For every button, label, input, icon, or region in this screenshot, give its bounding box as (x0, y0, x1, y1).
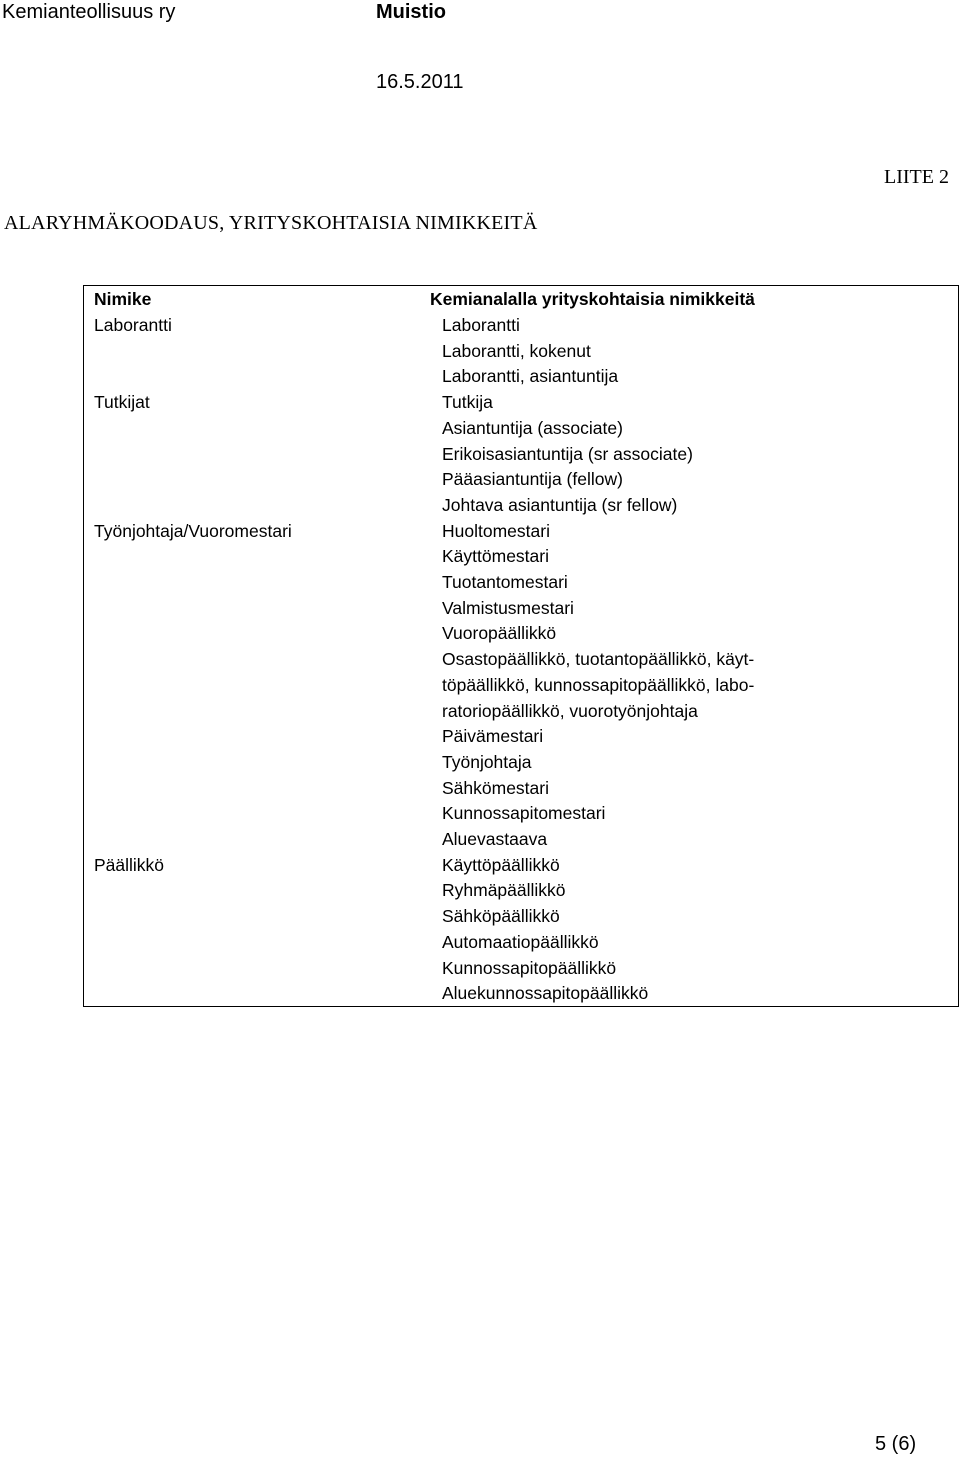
title-item: Laborantti (442, 315, 520, 335)
title-item: Laborantti, kokenut (442, 340, 591, 361)
title-item: Vuoropäällikkö (442, 623, 557, 644)
title-item: Työnjohtaja (442, 751, 532, 772)
group-tyonjohtaja: Työnjohtaja/Vuoromestari (94, 521, 292, 541)
title-item: Kunnossapitopäällikkö (442, 957, 617, 978)
title-item: Sähkömestari (442, 777, 549, 798)
appendix-label: LIITE 2 (884, 166, 949, 188)
job-title-table (83, 285, 959, 1007)
column-header-title: Nimike (94, 289, 152, 309)
title-item: Sähköpäällikkö (442, 906, 560, 927)
title-item: Kunnossapitomestari (442, 803, 606, 824)
document-title: ALARYHMÄKOODAUS, YRITYSKOHTAISIA NIMIKKEITÄ (4, 212, 538, 234)
title-item: Laborantti, asiantuntija (442, 366, 619, 387)
title-item: Erikoisasiantuntija (sr associate) (442, 443, 693, 464)
group-paallikko: Päällikkö (94, 855, 165, 875)
group-tutkijat: Tutkijat (94, 392, 150, 412)
title-item: Päivämestari (442, 726, 544, 747)
title-item: ratoriopäällikkö, vuorotyönjohtaja (442, 700, 698, 721)
title-item: Huoltomestari (442, 520, 550, 541)
document-date: 16.5.2011 (376, 71, 464, 93)
organization-name: Kemianteollisuus ry (2, 1, 176, 23)
title-item: Tuotantomestari (442, 572, 568, 593)
title-item: Asiantuntija (associate) (442, 417, 623, 438)
title-item: töpäällikkö, kunnossapitopäällikkö, labo- (442, 674, 755, 695)
title-item: Käyttöpäällikkö (442, 854, 560, 875)
title-item: Valmistusmestari (442, 597, 574, 618)
title-item: Ryhmäpäällikkö (442, 880, 566, 901)
title-item: Automaatiopäällikkö (442, 931, 599, 952)
title-item: Johtava asiantuntija (sr fellow) (442, 494, 678, 515)
page-number: 5 (6) (875, 1433, 917, 1455)
title-item: Käyttömestari (442, 546, 549, 567)
title-item: Aluevastaava (442, 829, 548, 850)
title-item: Aluekunnossapitopäällikkö (442, 983, 649, 1004)
column-header-company-titles: Kemianalalla yrityskohtaisia nimikkeitä (430, 289, 755, 309)
title-item: Osastopäällikkö, tuotantopäällikkö, käyt- (442, 649, 755, 670)
title-item: Tutkija (442, 392, 493, 413)
group-laborantti: Laborantti (94, 315, 172, 335)
document-type: Muistio (376, 1, 446, 23)
title-item: Pääasiantuntija (fellow) (442, 469, 623, 490)
company-title-list (442, 313, 754, 1007)
